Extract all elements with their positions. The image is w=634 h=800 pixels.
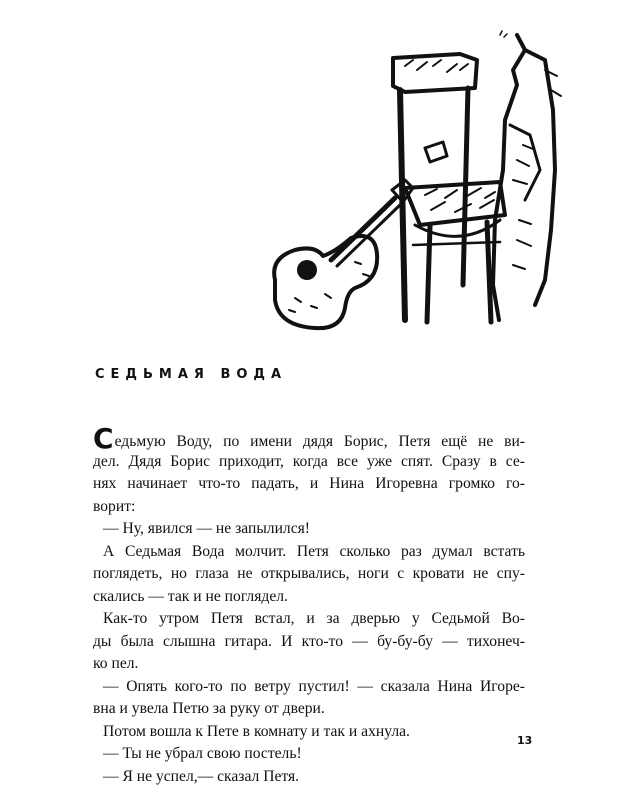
text-line: вна и увела Петю за руку от двери.: [93, 700, 325, 717]
text-line: дел. Дядя Борис приходит, когда все уже спят. Сразу в се-: [93, 452, 525, 470]
chapter-body: [93, 422, 525, 788]
text-line: ворит:: [93, 497, 136, 515]
text-line: — Я не успел,— сказал Петя.: [103, 767, 300, 785]
chapter-title: СЕДЬМАЯ ВОДА: [95, 367, 288, 382]
chair-guitar-illustration: [255, 30, 590, 335]
text-line: ды была слышна гитара. И кто-то — бу-бу-бу — тихонеч-: [93, 632, 525, 650]
text-line: — Ты не убрал свою постель!: [103, 745, 302, 762]
text-line: поглядеть, но глаза не открывались, ноги с кровати не спу-: [93, 565, 525, 582]
drop-cap: С: [93, 422, 114, 455]
text-line: — Опять кого-то по ветру пустил! — сказала Нина Игоре-: [103, 677, 525, 695]
text-line: ко пел.: [93, 655, 139, 672]
text-line: — Ну, явился — не запылился!: [103, 520, 310, 537]
text-line: Седьмую Воду, по имени дядя Борис, Петя ещё не ви-: [93, 422, 525, 455]
text-line: Потом вошла к Пете в комнату и так и ахнула.: [103, 722, 410, 740]
text-line: скались — так и не поглядел.: [93, 587, 288, 605]
text-line: А Седьмая Вода молчит. Петя сколько раз думал встать: [103, 542, 525, 560]
page-number: 13: [517, 734, 533, 747]
text-line: Как-то утром Петя встал, и за дверью у Седьмой Во-: [103, 610, 525, 627]
text-line: нях начинает что-то падать, и Нина Игоревна громко го-: [93, 475, 525, 492]
